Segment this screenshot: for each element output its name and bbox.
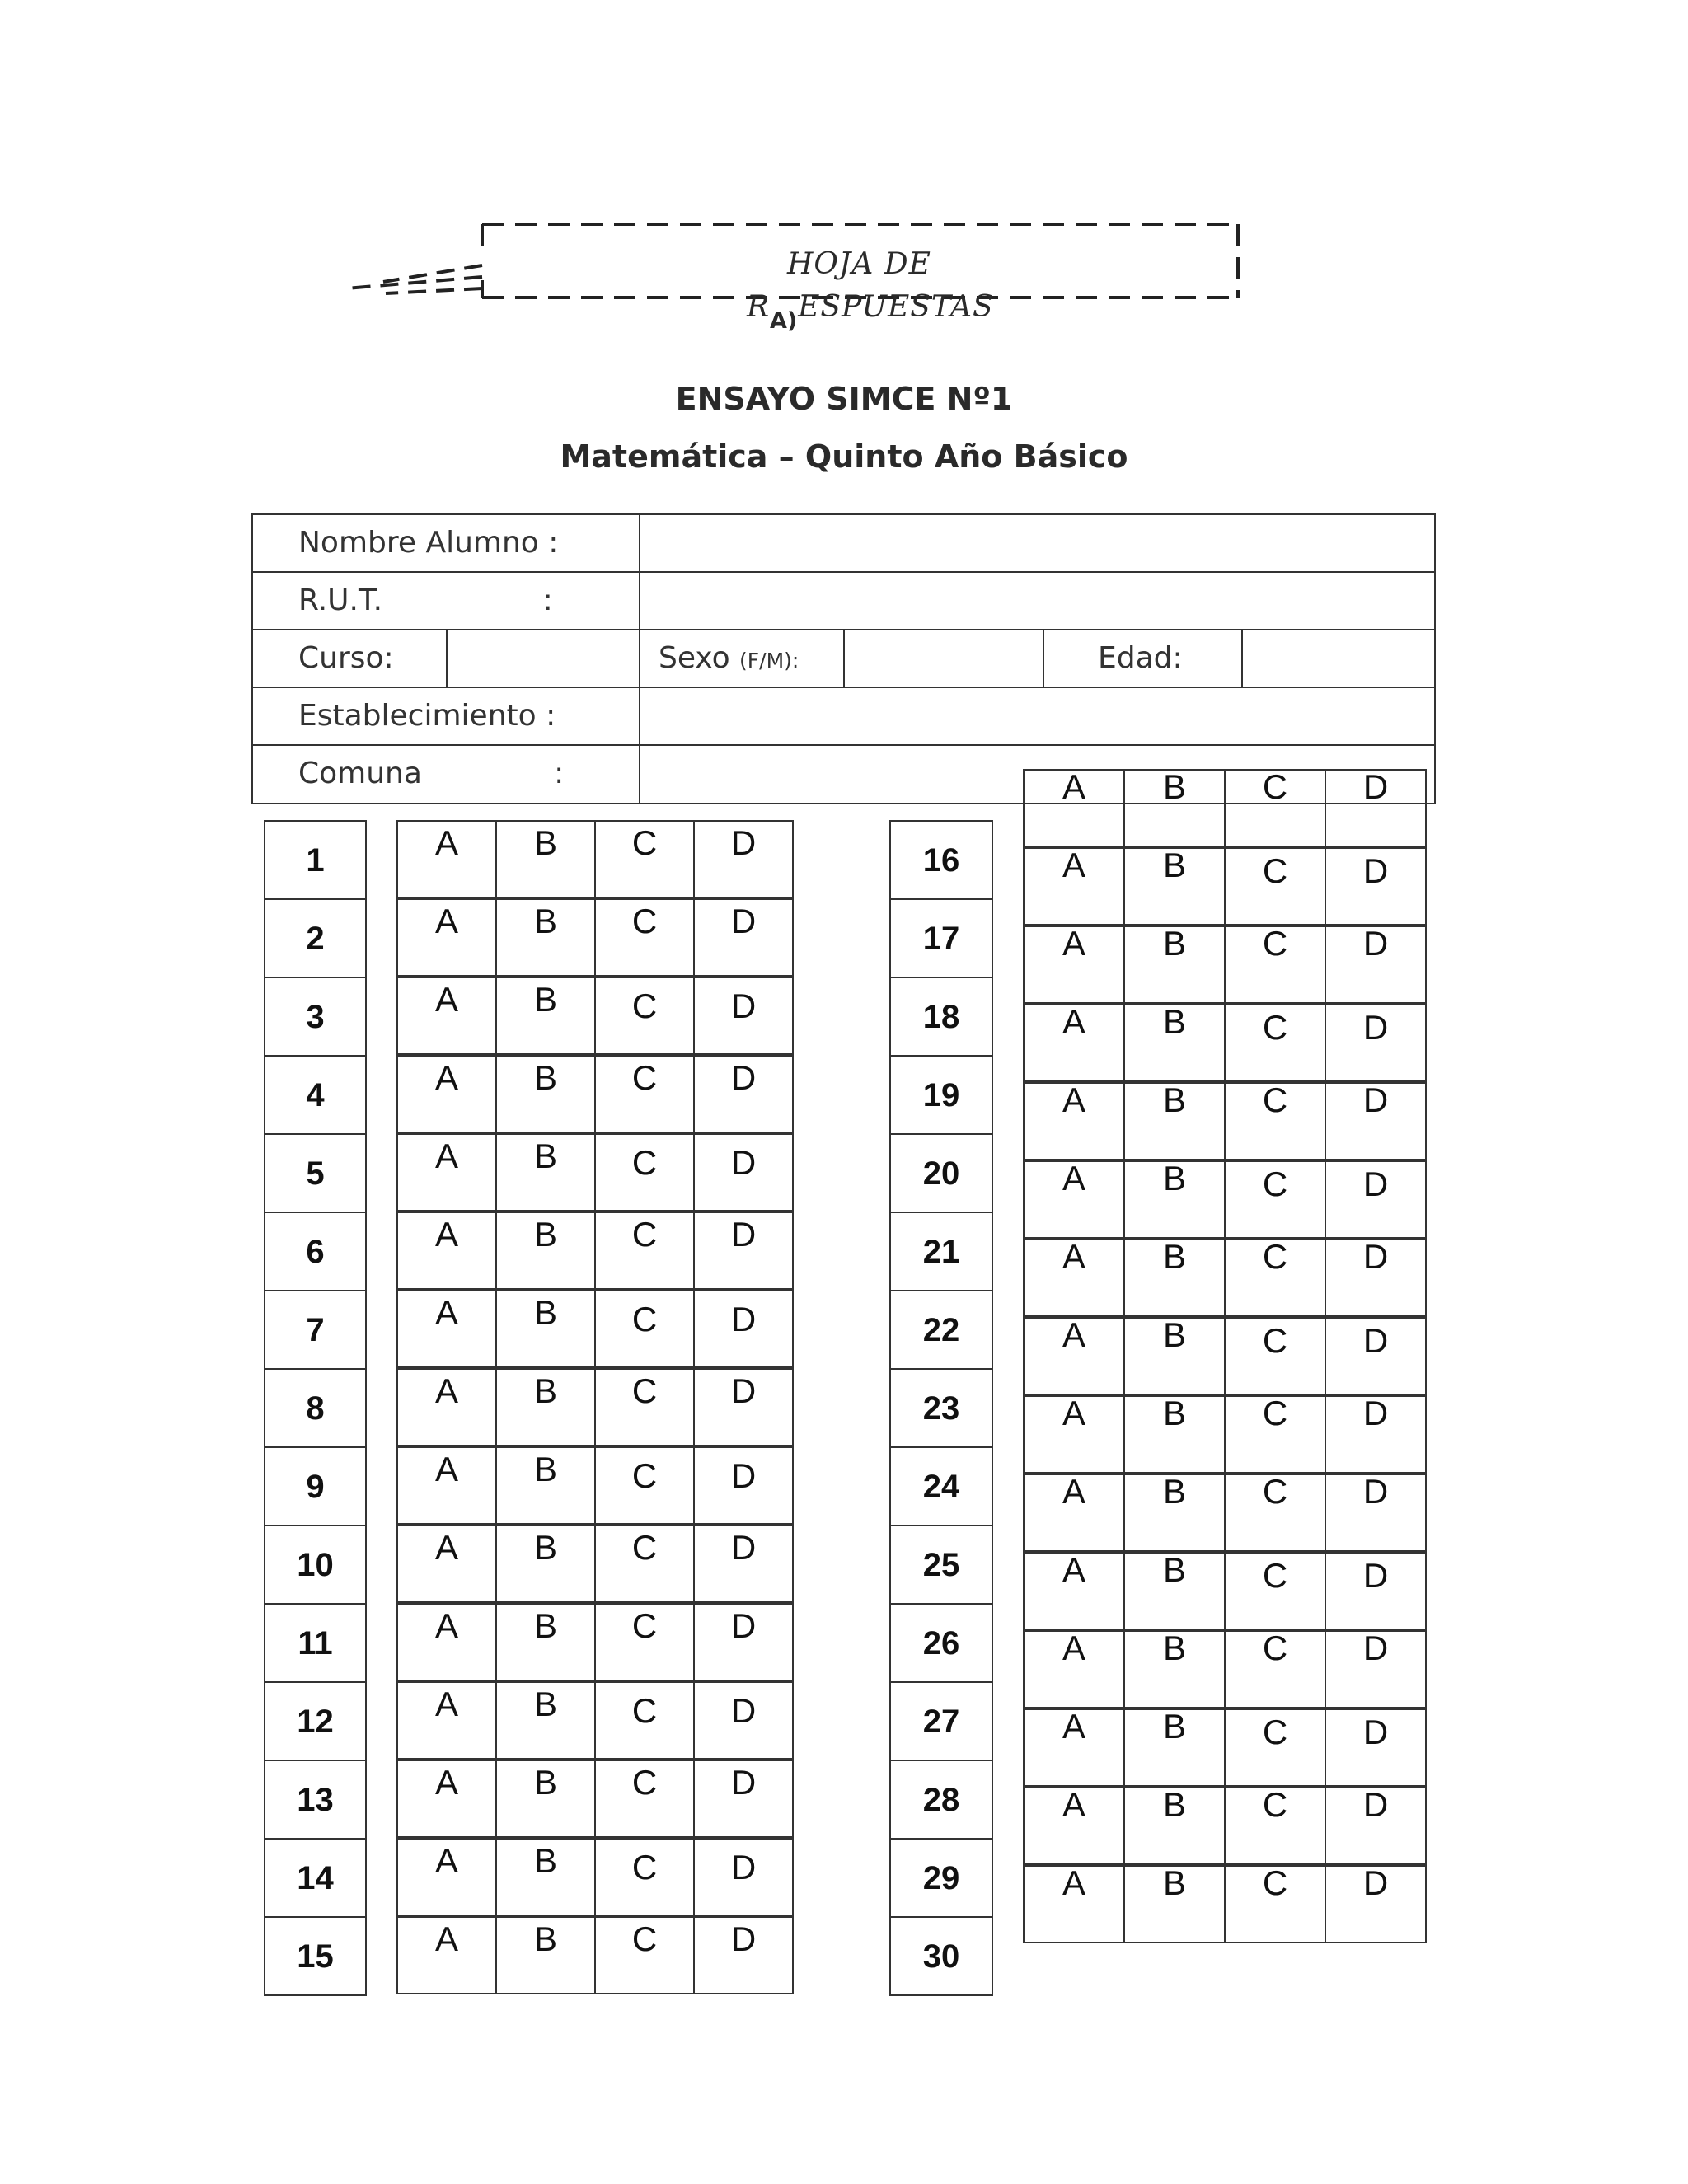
- option-b-q3[interactable]: B: [495, 977, 596, 1055]
- option-row-q9: [396, 1446, 792, 1525]
- sexo-label-cell: [639, 630, 843, 687]
- option-d-r4[interactable]: D: [1325, 1004, 1427, 1082]
- sexo-label: Sexo: [659, 641, 730, 675]
- rut-label: R.U.T. :: [298, 583, 553, 617]
- edad-field[interactable]: [1241, 630, 1434, 687]
- option-d-r1[interactable]: D: [1325, 769, 1427, 847]
- option-row-q8: [396, 1368, 792, 1446]
- option-c-r15[interactable]: C: [1224, 1865, 1326, 1943]
- option-row-q10: [396, 1525, 792, 1603]
- option-row-r1: [1023, 769, 1425, 847]
- option-a-r15[interactable]: A: [1023, 1865, 1125, 1943]
- option-b-q12[interactable]: B: [495, 1681, 596, 1760]
- question-number: 7: [264, 1290, 367, 1370]
- comuna-label: Comuna :: [298, 757, 565, 790]
- option-d-q14[interactable]: D: [693, 1838, 794, 1916]
- option-row-q13: [396, 1760, 792, 1838]
- option-a-r12[interactable]: A: [1023, 1630, 1125, 1708]
- option-c-q11[interactable]: C: [594, 1603, 695, 1681]
- option-a-r1[interactable]: A: [1023, 769, 1125, 847]
- option-d-q10[interactable]: D: [693, 1525, 794, 1603]
- option-c-q9[interactable]: C: [594, 1446, 695, 1525]
- option-row-r3: [1023, 926, 1425, 1004]
- option-d-r11[interactable]: D: [1325, 1552, 1427, 1630]
- option-row-q15: [396, 1916, 792, 1994]
- option-b-q9[interactable]: B: [495, 1446, 596, 1525]
- question-number: 29: [889, 1838, 993, 1918]
- option-a-q8[interactable]: A: [396, 1368, 497, 1446]
- option-row-r14: [1023, 1787, 1425, 1865]
- option-b-q13[interactable]: B: [495, 1760, 596, 1838]
- option-b-r1[interactable]: B: [1123, 769, 1226, 847]
- option-a-q13[interactable]: A: [396, 1760, 497, 1838]
- option-row-r8: [1023, 1317, 1425, 1395]
- option-row-r6: [1023, 1160, 1425, 1239]
- question-number: 20: [889, 1133, 993, 1213]
- option-row-r7: [1023, 1239, 1425, 1317]
- option-c-q2[interactable]: C: [594, 898, 695, 977]
- option-b-r12[interactable]: B: [1123, 1630, 1226, 1708]
- option-row-r4: [1023, 1004, 1425, 1082]
- option-a-r2[interactable]: A: [1023, 847, 1125, 926]
- option-b-r6[interactable]: B: [1123, 1160, 1226, 1239]
- question-number: 23: [889, 1368, 993, 1448]
- nombre-field[interactable]: [639, 515, 1434, 571]
- option-a-q3[interactable]: A: [396, 977, 497, 1055]
- option-row-q1: [396, 820, 792, 898]
- option-d-q5[interactable]: D: [693, 1133, 794, 1212]
- document-subtitle: Matemática – Quinto Año Básico: [560, 438, 1128, 475]
- option-a-q9[interactable]: A: [396, 1446, 497, 1525]
- option-b-r9[interactable]: B: [1123, 1395, 1226, 1474]
- option-row-q14: [396, 1838, 792, 1916]
- option-a-q10[interactable]: A: [396, 1525, 497, 1603]
- question-number: 14: [264, 1838, 367, 1918]
- option-c-q8[interactable]: C: [594, 1368, 695, 1446]
- option-a-q15[interactable]: A: [396, 1916, 497, 1994]
- question-number: 3: [264, 977, 367, 1057]
- option-c-r11[interactable]: C: [1224, 1552, 1326, 1630]
- option-d-r2[interactable]: D: [1325, 847, 1427, 926]
- option-a-r6[interactable]: A: [1023, 1160, 1125, 1239]
- question-number: 24: [889, 1446, 993, 1526]
- option-d-q8[interactable]: D: [693, 1368, 794, 1446]
- option-row-q2: [396, 898, 792, 977]
- option-d-q4[interactable]: D: [693, 1055, 794, 1133]
- option-c-q14[interactable]: C: [594, 1838, 695, 1916]
- option-row-r12: [1023, 1630, 1425, 1708]
- option-d-r6[interactable]: D: [1325, 1160, 1427, 1239]
- option-c-r12[interactable]: C: [1224, 1630, 1326, 1708]
- banner-title-line1: HOJA DE: [787, 247, 931, 281]
- option-c-r10[interactable]: C: [1224, 1474, 1326, 1552]
- option-a-q6[interactable]: A: [396, 1212, 497, 1290]
- option-d-q3[interactable]: D: [693, 977, 794, 1055]
- option-d-r9[interactable]: D: [1325, 1395, 1427, 1474]
- question-number: 18: [889, 977, 993, 1057]
- option-b-r14[interactable]: B: [1123, 1787, 1226, 1865]
- option-a-q2[interactable]: A: [396, 898, 497, 977]
- option-b-q8[interactable]: B: [495, 1368, 596, 1446]
- option-a-r4[interactable]: A: [1023, 1004, 1125, 1082]
- option-d-r3[interactable]: D: [1325, 926, 1427, 1004]
- option-b-q5[interactable]: B: [495, 1133, 596, 1212]
- option-a-q4[interactable]: A: [396, 1055, 497, 1133]
- option-a-q11[interactable]: A: [396, 1603, 497, 1681]
- option-b-q11[interactable]: B: [495, 1603, 596, 1681]
- establecimiento-field[interactable]: [639, 688, 1434, 744]
- question-number: 19: [889, 1055, 993, 1135]
- option-row-q5: [396, 1133, 792, 1212]
- option-a-r13[interactable]: A: [1023, 1708, 1125, 1787]
- option-d-r5[interactable]: D: [1325, 1082, 1427, 1160]
- option-a-r7[interactable]: A: [1023, 1239, 1125, 1317]
- option-row-r9: [1023, 1395, 1425, 1474]
- option-d-r14[interactable]: D: [1325, 1787, 1427, 1865]
- question-number: 27: [889, 1681, 993, 1761]
- option-c-r3[interactable]: C: [1224, 926, 1326, 1004]
- sexo-hint: (F/M):: [739, 649, 799, 673]
- option-a-r9[interactable]: A: [1023, 1395, 1125, 1474]
- form-row-curso-sexo-edad: [253, 630, 1434, 688]
- option-c-q15[interactable]: C: [594, 1916, 695, 1994]
- question-number: 30: [889, 1916, 993, 1996]
- option-d-q9[interactable]: D: [693, 1446, 794, 1525]
- option-row-q6: [396, 1212, 792, 1290]
- option-c-r9[interactable]: C: [1224, 1395, 1326, 1474]
- option-a-q14[interactable]: A: [396, 1838, 497, 1916]
- rut-field[interactable]: [639, 573, 1434, 629]
- option-c-r13[interactable]: C: [1224, 1708, 1326, 1787]
- option-b-r7[interactable]: B: [1123, 1239, 1226, 1317]
- option-a-r10[interactable]: A: [1023, 1474, 1125, 1552]
- option-d-r10[interactable]: D: [1325, 1474, 1427, 1552]
- option-c-q1[interactable]: C: [594, 820, 695, 898]
- option-a-r3[interactable]: A: [1023, 926, 1125, 1004]
- question-number: 5: [264, 1133, 367, 1213]
- sexo-field[interactable]: [843, 630, 1043, 687]
- nombre-label: Nombre Alumno :: [298, 526, 559, 560]
- question-number: 4: [264, 1055, 367, 1135]
- option-b-q2[interactable]: B: [495, 898, 596, 977]
- option-a-r14[interactable]: A: [1023, 1787, 1125, 1865]
- question-number: 22: [889, 1290, 993, 1370]
- option-c-q6[interactable]: C: [594, 1212, 695, 1290]
- option-a-q12[interactable]: A: [396, 1681, 497, 1760]
- question-number: 15: [264, 1916, 367, 1996]
- option-a-q5[interactable]: A: [396, 1133, 497, 1212]
- option-d-r15[interactable]: D: [1325, 1865, 1427, 1943]
- option-c-r7[interactable]: C: [1224, 1239, 1326, 1317]
- option-c-r4[interactable]: C: [1224, 1004, 1326, 1082]
- option-c-r1[interactable]: C: [1224, 769, 1326, 847]
- option-b-q6[interactable]: B: [495, 1212, 596, 1290]
- option-c-r8[interactable]: C: [1224, 1317, 1326, 1395]
- curso-field[interactable]: [446, 630, 639, 687]
- banner-marker: A): [770, 308, 798, 334]
- option-row-q12: [396, 1681, 792, 1760]
- option-row-r2: [1023, 847, 1425, 926]
- option-d-q1[interactable]: D: [693, 820, 794, 898]
- question-number: 10: [264, 1525, 367, 1605]
- option-c-r6[interactable]: C: [1224, 1160, 1326, 1239]
- option-b-r8[interactable]: B: [1123, 1317, 1226, 1395]
- option-d-r7[interactable]: D: [1325, 1239, 1427, 1317]
- option-d-q13[interactable]: D: [693, 1760, 794, 1838]
- option-b-r5[interactable]: B: [1123, 1082, 1226, 1160]
- option-a-r8[interactable]: A: [1023, 1317, 1125, 1395]
- option-d-q7[interactable]: D: [693, 1290, 794, 1368]
- option-row-r15: [1023, 1865, 1425, 1943]
- option-row-q3: [396, 977, 792, 1055]
- option-c-q5[interactable]: C: [594, 1133, 695, 1212]
- form-row-nombre: [253, 515, 1434, 573]
- document-title: ENSAYO SIMCE Nº1: [675, 381, 1013, 417]
- option-a-q1[interactable]: A: [396, 820, 497, 898]
- option-a-q7[interactable]: A: [396, 1290, 497, 1368]
- option-c-q13[interactable]: C: [594, 1760, 695, 1838]
- option-b-q14[interactable]: B: [495, 1838, 596, 1916]
- option-c-q7[interactable]: C: [594, 1290, 695, 1368]
- option-d-q11[interactable]: D: [693, 1603, 794, 1681]
- option-c-q12[interactable]: C: [594, 1681, 695, 1760]
- option-d-q15[interactable]: D: [693, 1916, 794, 1994]
- option-d-r8[interactable]: D: [1325, 1317, 1427, 1395]
- question-number: 28: [889, 1760, 993, 1840]
- option-d-q12[interactable]: D: [693, 1681, 794, 1760]
- question-number: 12: [264, 1681, 367, 1761]
- question-number: 9: [264, 1446, 367, 1526]
- option-d-q6[interactable]: D: [693, 1212, 794, 1290]
- question-number: 8: [264, 1368, 367, 1448]
- option-row-r10: [1023, 1474, 1425, 1552]
- option-d-q2[interactable]: D: [693, 898, 794, 977]
- option-a-r11[interactable]: A: [1023, 1552, 1125, 1630]
- option-b-r4[interactable]: B: [1123, 1004, 1226, 1082]
- option-b-q15[interactable]: B: [495, 1916, 596, 1994]
- establecimiento-label: Establecimiento :: [298, 699, 556, 733]
- option-b-r10[interactable]: B: [1123, 1474, 1226, 1552]
- banner-r-glyph: R: [747, 290, 771, 324]
- form-row-establecimiento: [253, 688, 1434, 746]
- option-row-q11: [396, 1603, 792, 1681]
- option-row-r5: [1023, 1082, 1425, 1160]
- question-number: 21: [889, 1212, 993, 1291]
- option-c-r2[interactable]: C: [1224, 847, 1326, 926]
- question-number: 11: [264, 1603, 367, 1683]
- option-b-r2[interactable]: B: [1123, 847, 1226, 926]
- banner-title-rest: ESPUESTAS: [798, 290, 994, 324]
- option-c-q10[interactable]: C: [594, 1525, 695, 1603]
- option-d-r13[interactable]: D: [1325, 1708, 1427, 1787]
- option-b-r15[interactable]: B: [1123, 1865, 1226, 1943]
- option-a-r5[interactable]: A: [1023, 1082, 1125, 1160]
- question-number: 1: [264, 820, 367, 900]
- curso-label: Curso:: [298, 641, 394, 675]
- option-b-q1[interactable]: B: [495, 820, 596, 898]
- option-c-q4[interactable]: C: [594, 1055, 695, 1133]
- option-b-r11[interactable]: B: [1123, 1552, 1226, 1630]
- option-c-r14[interactable]: C: [1224, 1787, 1326, 1865]
- option-b-q7[interactable]: B: [495, 1290, 596, 1368]
- option-c-q3[interactable]: C: [594, 977, 695, 1055]
- option-row-r11: [1023, 1552, 1425, 1630]
- option-row-q7: [396, 1290, 792, 1368]
- edad-label: Edad:: [1043, 630, 1241, 687]
- question-number: 13: [264, 1760, 367, 1840]
- option-d-r12[interactable]: D: [1325, 1630, 1427, 1708]
- question-number: 2: [264, 898, 367, 978]
- question-number: 26: [889, 1603, 993, 1683]
- student-info-form: [251, 513, 1436, 804]
- option-b-q4[interactable]: B: [495, 1055, 596, 1133]
- option-row-r13: [1023, 1708, 1425, 1787]
- option-row-q4: [396, 1055, 792, 1133]
- question-number: 6: [264, 1212, 367, 1291]
- form-row-rut: [253, 573, 1434, 630]
- question-number: 25: [889, 1525, 993, 1605]
- question-number: 16: [889, 820, 993, 900]
- option-b-r3[interactable]: B: [1123, 926, 1226, 1004]
- question-number: 17: [889, 898, 993, 978]
- option-b-r13[interactable]: B: [1123, 1708, 1226, 1787]
- option-b-q10[interactable]: B: [495, 1525, 596, 1603]
- option-c-r5[interactable]: C: [1224, 1082, 1326, 1160]
